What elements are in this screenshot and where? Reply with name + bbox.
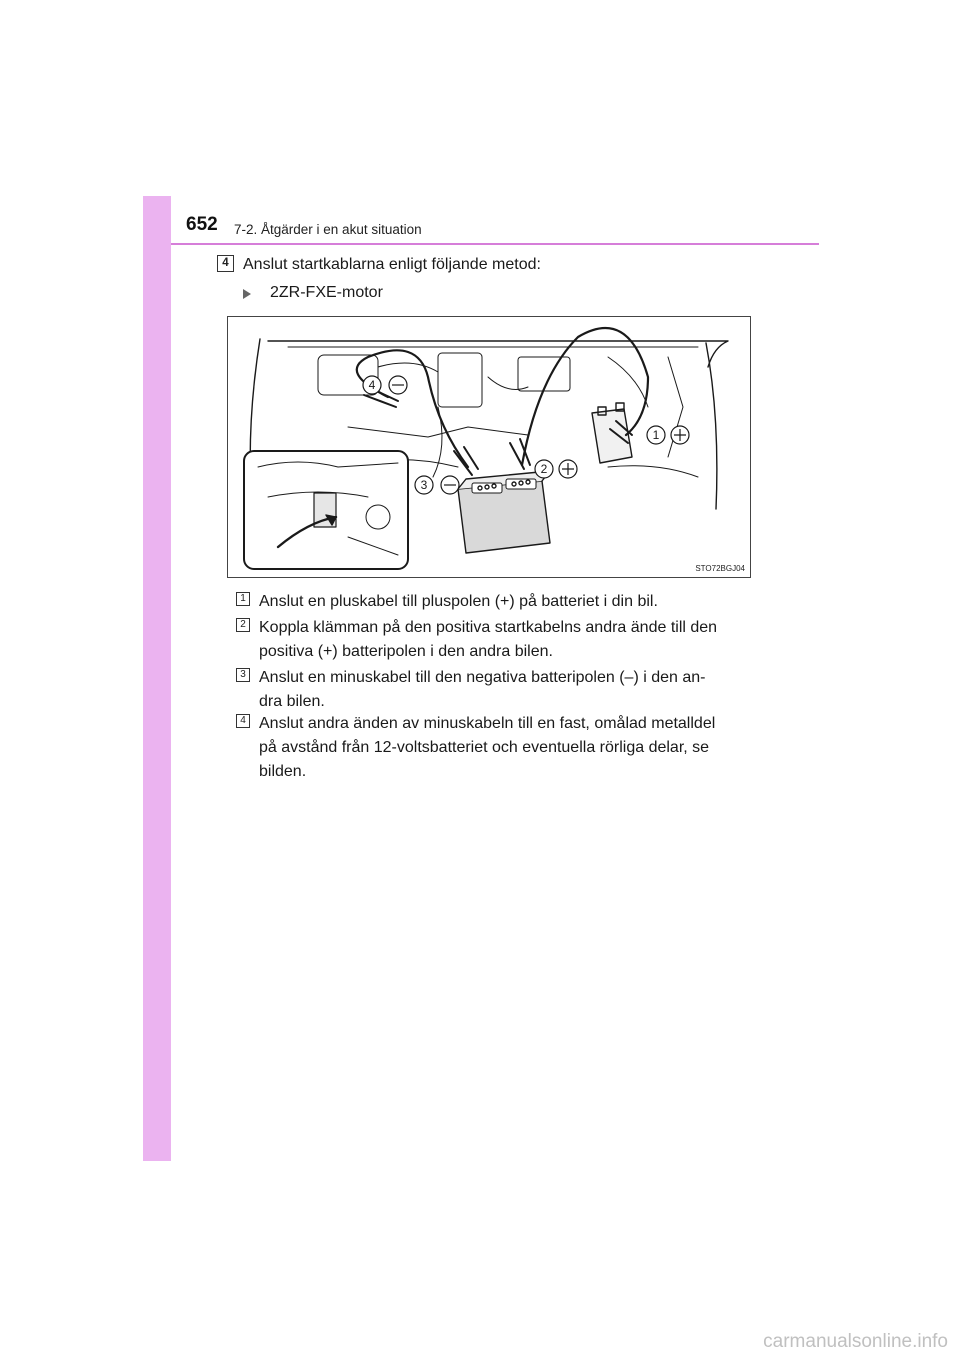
item-number-badge: 1: [236, 592, 250, 606]
text-line: Anslut en pluskabel till pluspolen (+) på batteriet i din bil.: [259, 593, 658, 610]
item-number-badge: 3: [236, 668, 250, 682]
text-line: Anslut en minuskabel till den negativa batteripolen (–) i den an-: [259, 669, 706, 686]
header-divider: [171, 243, 819, 245]
instruction-text: [259, 712, 748, 784]
page-number: 652: [186, 214, 218, 235]
section-title: 7-2. Åtgärder i en akut situation: [234, 222, 422, 237]
jump-start-illustration: [227, 316, 751, 578]
figure-code: STO72BGJ04: [695, 564, 745, 573]
instruction-item-1: [236, 590, 748, 614]
watermark: carmanualsonline.info: [763, 1331, 948, 1352]
instruction-text: [259, 590, 748, 614]
instruction-text: [259, 666, 748, 714]
item-number-badge: 2: [236, 618, 250, 632]
callout-label-1: 1: [652, 428, 660, 442]
step-number-badge: 4: [217, 255, 234, 272]
instruction-item-4: [236, 712, 748, 784]
instruction-item-2: [236, 616, 748, 664]
callout-label-3: 3: [420, 478, 428, 492]
item-number-badge: 4: [236, 714, 250, 728]
text-line: positiva (+) batteripolen i den andra bilen.: [259, 643, 553, 660]
text-line: på avstånd från 12-voltsbatteriet och eventuella rörliga delar, se: [259, 739, 710, 756]
text-line: Koppla klämman på den positiva startkabelns andra ände till den: [259, 619, 718, 636]
instruction-text: [259, 616, 748, 664]
step-instruction: Anslut startkablarna enligt följande metod:: [243, 256, 541, 273]
triangle-bullet-icon: [243, 289, 251, 299]
instruction-item-3: [236, 666, 748, 714]
text-line: bilden.: [259, 763, 307, 780]
callout-label-4: 4: [368, 378, 376, 392]
page-sidebar-tab: [143, 196, 171, 1161]
engine-variant-label: 2ZR-FXE-motor: [270, 284, 383, 301]
callout-label-2: 2: [540, 462, 548, 476]
text-line: dra bilen.: [259, 693, 325, 710]
text-line: Anslut andra änden av minuskabeln till en fast, omålad metalldel: [259, 715, 716, 732]
